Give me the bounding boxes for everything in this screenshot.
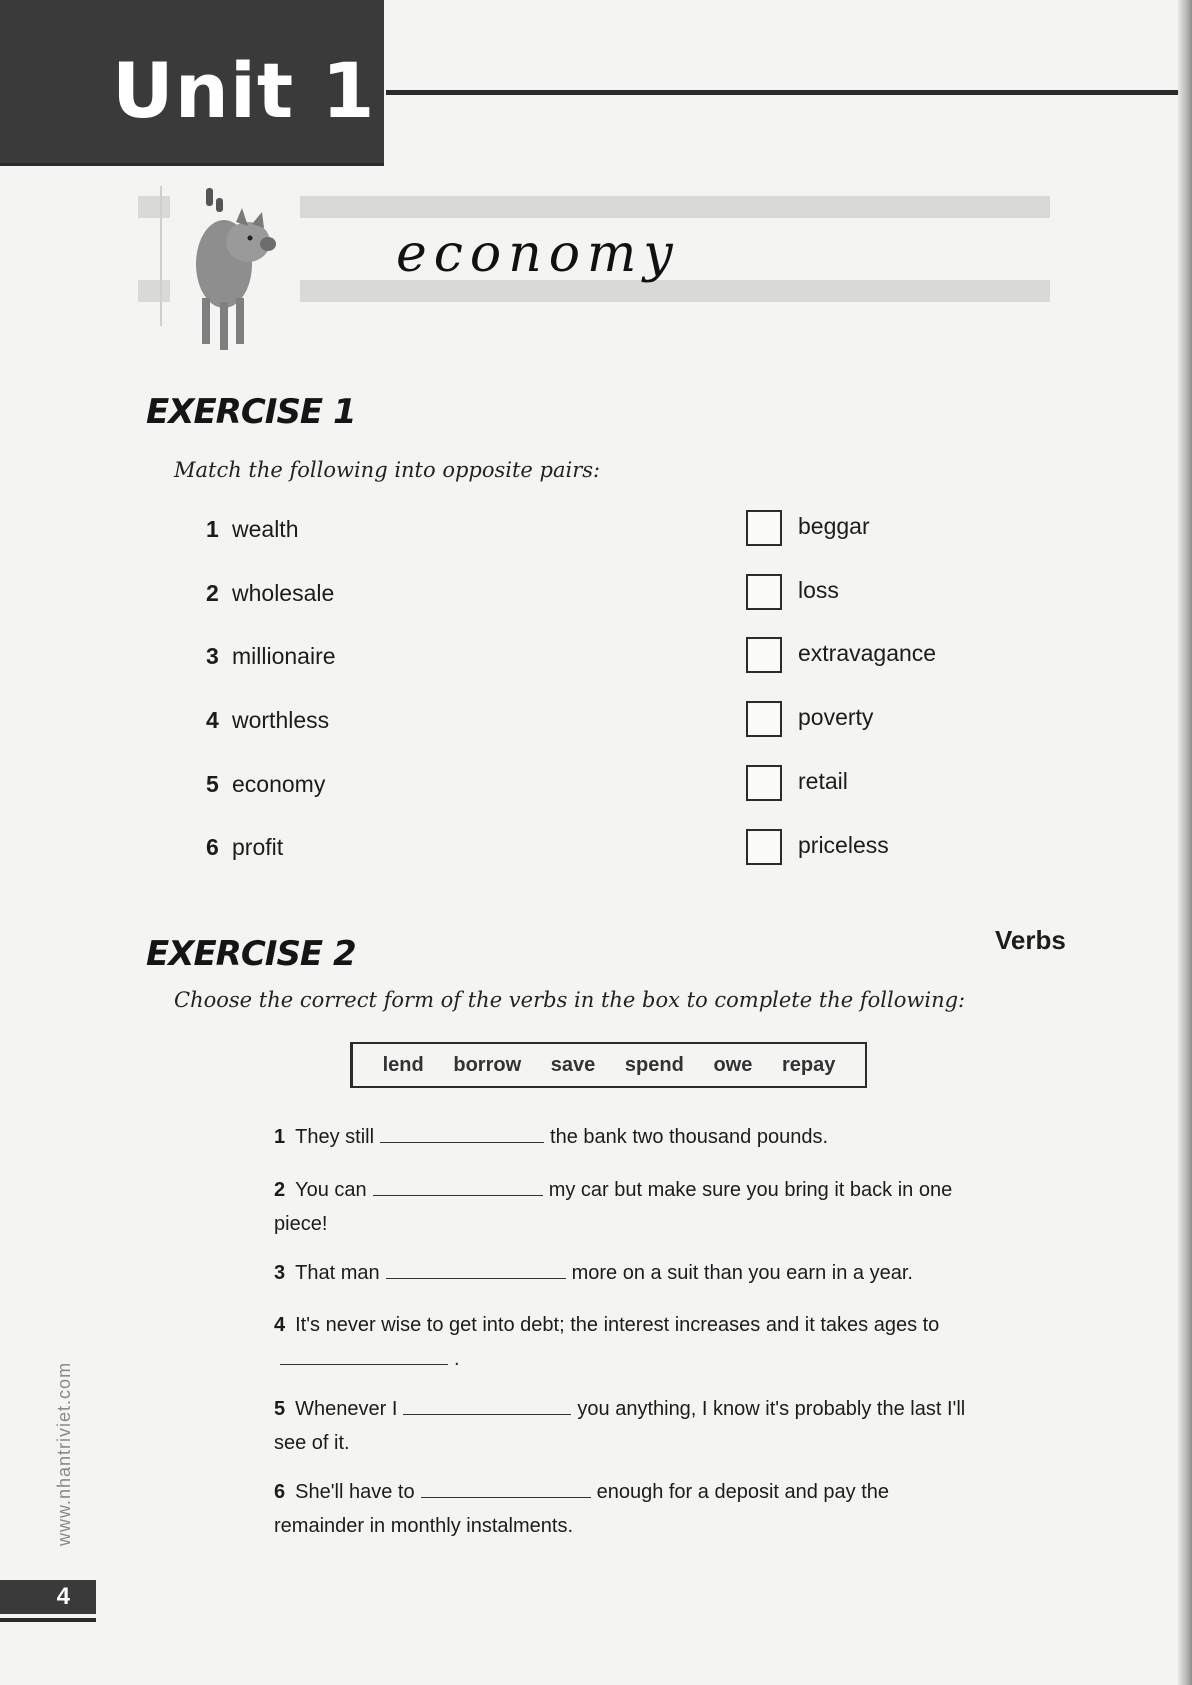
exercise1-heading: EXERCISE 1	[146, 392, 356, 432]
match-checkbox[interactable]	[746, 510, 782, 546]
verb-word: borrow	[453, 1053, 522, 1076]
unit-title: Unit 1	[112, 46, 376, 135]
match-right-item: extravagance	[798, 640, 937, 666]
page-binding-edge	[1178, 0, 1192, 1685]
verb-word: lend	[382, 1053, 424, 1076]
page-number: 4	[0, 1580, 96, 1614]
match-left-item: 1 wealth	[206, 516, 299, 542]
exercise1-instruction: Match the following into opposite pairs:	[174, 458, 601, 482]
verb-word: owe	[713, 1053, 753, 1076]
exercise2-instruction: Choose the correct form of the verbs in the box to complete the following:	[174, 988, 966, 1012]
match-right-item: priceless	[798, 832, 889, 858]
header-rule	[386, 90, 1178, 95]
answer-blank[interactable]	[403, 1396, 571, 1415]
match-left-item: 4 worthless	[206, 707, 330, 733]
match-right-item: beggar	[798, 513, 870, 539]
unit-header-box	[0, 0, 384, 166]
match-checkbox[interactable]	[746, 765, 782, 801]
topic-title: economy	[396, 224, 680, 284]
match-checkbox[interactable]	[746, 637, 782, 673]
exercise2-sentence: 1 They still the bank two thousand pounds.	[274, 1126, 829, 1148]
exercise2-heading: EXERCISE 2	[146, 934, 356, 974]
answer-blank[interactable]	[421, 1479, 591, 1498]
exercise2-sentence: 4 It's never wise to get into debt; the interest increases and it takes ages to.	[274, 1314, 940, 1370]
page-number-rule	[0, 1618, 96, 1622]
match-checkbox[interactable]	[746, 829, 782, 865]
match-checkbox[interactable]	[746, 701, 782, 737]
piggy-bank-icon	[186, 186, 286, 356]
exercise2-sentence: 5 Whenever I you anything, I know it's probably the last I'll see of it.	[274, 1398, 966, 1454]
answer-blank[interactable]	[386, 1260, 566, 1279]
verb-word: spend	[624, 1053, 684, 1076]
answer-blank[interactable]	[280, 1346, 448, 1365]
match-left-item: 3 millionaire	[206, 643, 336, 669]
match-left-item: 5 economy	[206, 771, 326, 797]
match-left-item: 2 wholesale	[206, 580, 335, 606]
watermark-url: www.nhantriviet.com	[54, 1361, 74, 1546]
match-left-item: 6 profit	[206, 834, 284, 860]
answer-blank[interactable]	[380, 1124, 544, 1143]
section-label-verbs: Verbs	[995, 925, 1066, 955]
verb-word: save	[550, 1053, 596, 1076]
match-right-item: loss	[798, 577, 839, 603]
exercise2-sentence: 3 That man more on a suit than you earn in a year.	[274, 1262, 913, 1284]
verb-word: repay	[781, 1053, 836, 1076]
match-right-item: retail	[798, 768, 848, 794]
exercise2-sentence: 2 You can my car but make sure you bring it back in one piece!	[274, 1179, 953, 1235]
match-right-item: poverty	[798, 704, 874, 730]
verb-box	[350, 1042, 867, 1088]
answer-blank[interactable]	[373, 1177, 543, 1196]
exercise2-sentence: 6 She'll have to enough for a deposit and pay the remainder in monthly instalments.	[274, 1481, 890, 1537]
match-checkbox[interactable]	[746, 574, 782, 610]
